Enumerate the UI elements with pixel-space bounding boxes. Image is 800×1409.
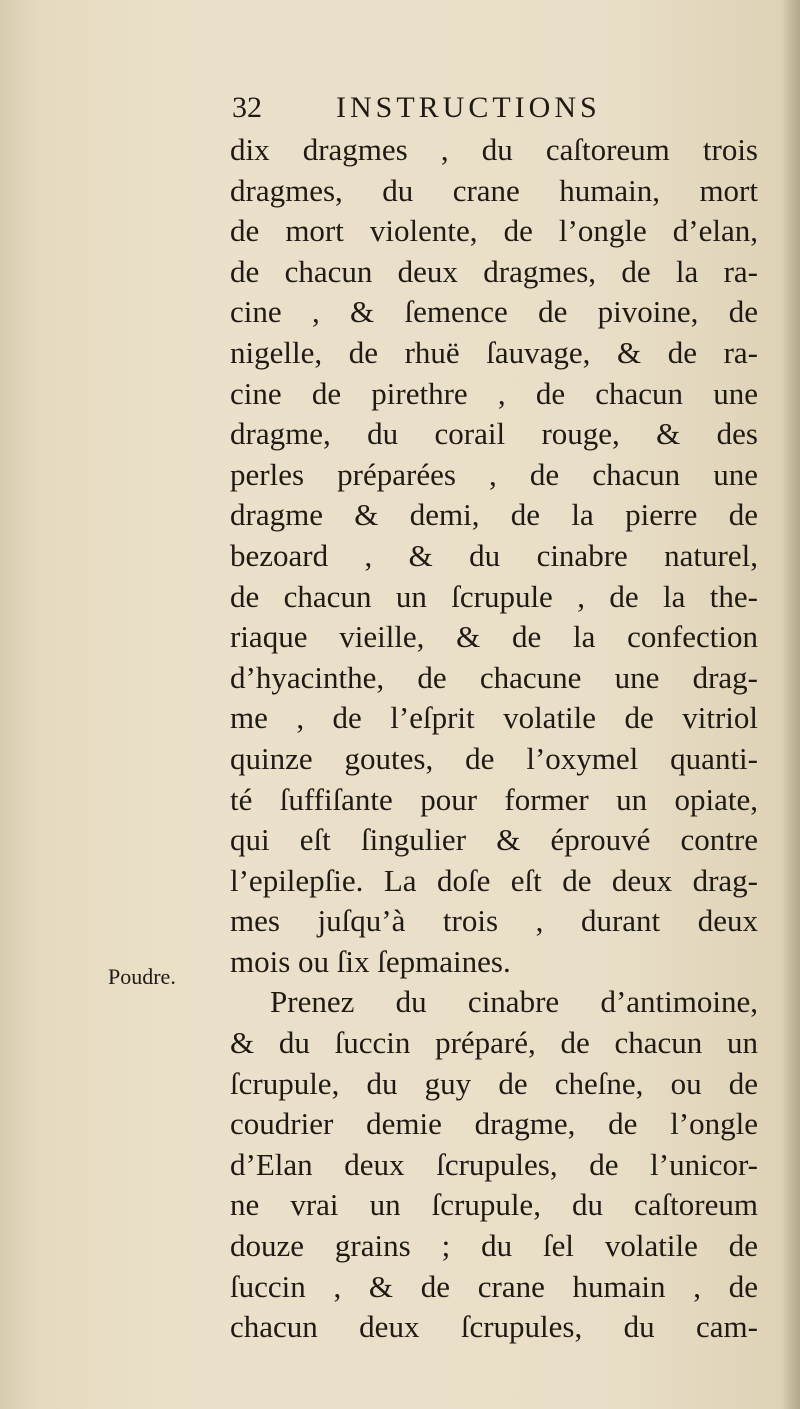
page-edge-shadow xyxy=(782,0,800,1409)
text-line: ſuccin , & de crane humain , de xyxy=(230,1268,758,1304)
body-text xyxy=(230,130,758,1348)
text-line: ſcrupule, du guy de cheſne, ou de xyxy=(230,1065,758,1101)
text-line: chacun deux ſcrupules, du cam- xyxy=(230,1309,758,1345)
text-line: mois ou ſix ſepmaines. xyxy=(230,943,511,979)
text-line: & du ſuccin préparé, de chacun un xyxy=(230,1025,758,1061)
text-line: de chacun un ſcrupule , de la the- xyxy=(230,578,758,614)
text-line: té ſuffiſante pour former un opiate, xyxy=(230,781,758,817)
text-line: cine de pirethre , de chacun une xyxy=(230,375,758,411)
text-line: dragmes, du crane humain, mort xyxy=(230,172,758,208)
text-line: dix dragmes , du caſtoreum trois xyxy=(230,132,758,167)
page-number: 32 xyxy=(232,91,262,124)
text-line: Prenez du cinabre d’antimoine, xyxy=(270,984,758,1020)
text-line: quinze goutes, de l’oxymel quanti- xyxy=(230,740,758,776)
text-line: douze grains ; du ſel volatile de xyxy=(230,1228,758,1264)
text-line: qui eſt ſingulier & éprouvé contre xyxy=(230,822,758,858)
text-line: me , de l’eſprit volatile de vitriol xyxy=(230,700,758,736)
running-header xyxy=(232,86,752,130)
text-line: perles préparées , de chacun une xyxy=(230,456,758,492)
text-line: coudrier demie dragme, de l’ongle xyxy=(230,1106,758,1142)
text-line: de mort violente, de l’ongle d’elan, xyxy=(230,213,758,249)
text-line: cine , & ſemence de pivoine, de xyxy=(230,294,758,330)
text-line: nigelle, de rhuë ſauvage, & de ra- xyxy=(230,334,758,370)
text-line: bezoard , & du cinabre naturel, xyxy=(230,537,758,573)
text-line: de chacun deux dragmes, de la ra- xyxy=(230,253,758,289)
text-line: d’hyacinthe, de chacune une drag- xyxy=(230,659,758,695)
text-line: ne vrai un ſcrupule, du caſtoreum xyxy=(230,1187,758,1223)
text-line: l’epilepſie. La doſe eſt de deux drag- xyxy=(230,862,758,898)
text-line: riaque vieille, & de la confection xyxy=(230,619,758,655)
text-line: d’Elan deux ſcrupules, de l’unicor- xyxy=(230,1146,758,1182)
text-line: mes juſqu’à trois , durant deux xyxy=(230,903,758,939)
text-line: dragme & demi, de la pierre de xyxy=(230,497,758,533)
margin-note: Poudre. xyxy=(108,964,176,989)
running-title: INSTRUCTIONS xyxy=(336,91,601,124)
text-line: dragme, du corail rouge, & des xyxy=(230,416,758,452)
